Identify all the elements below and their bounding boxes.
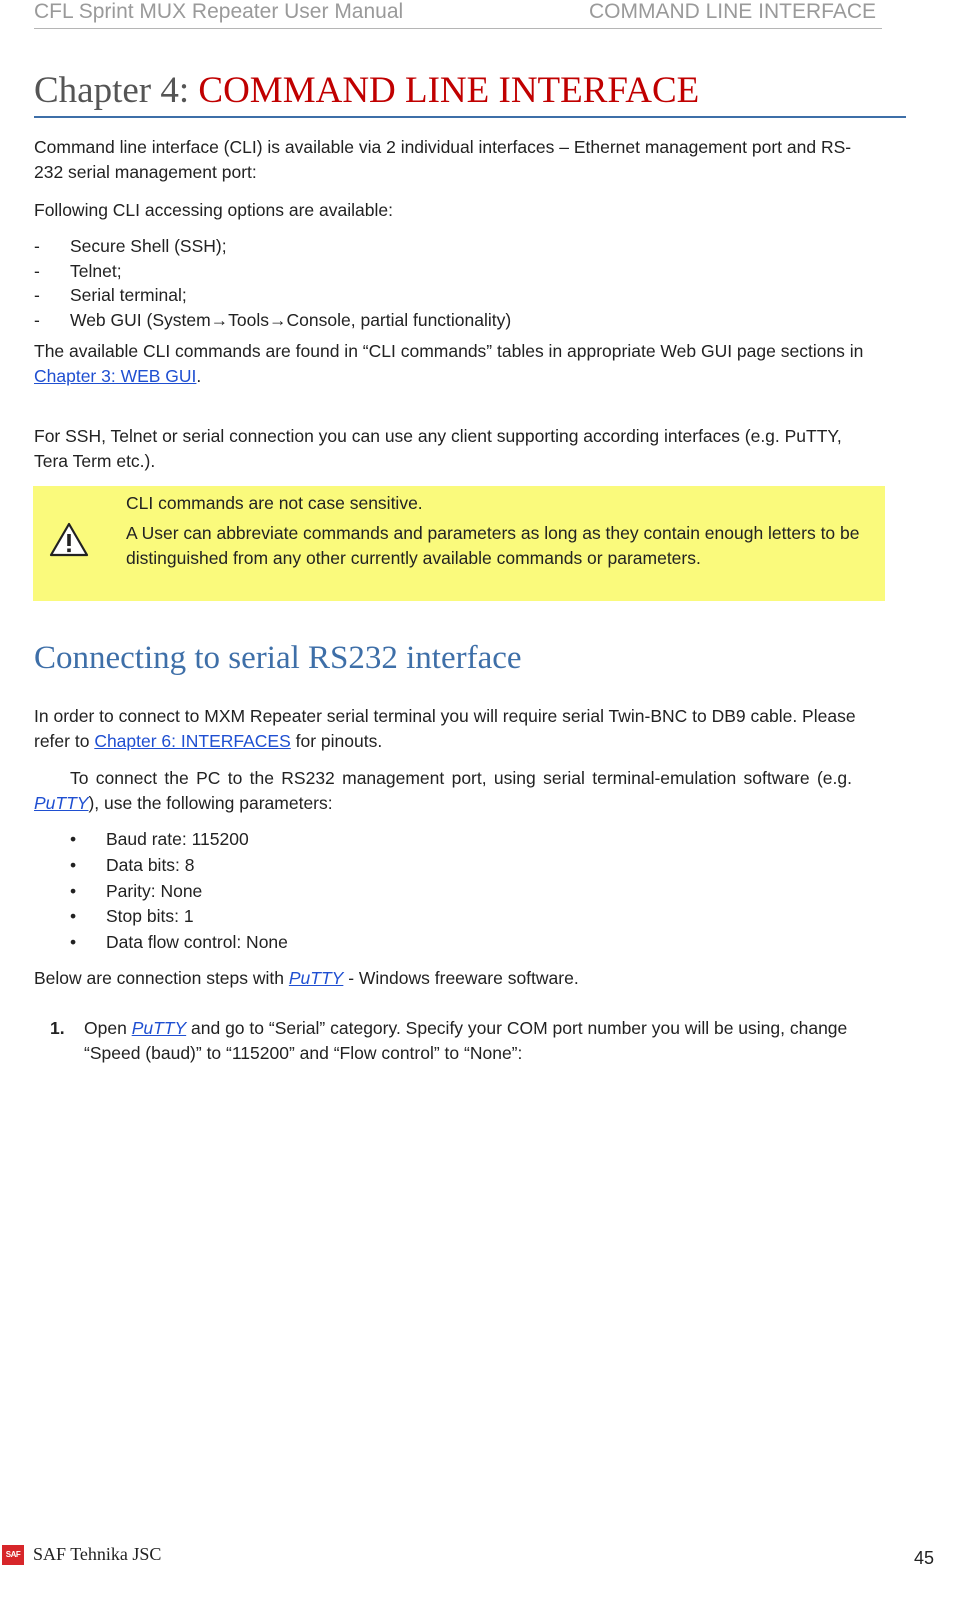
company-name: SAF Tehnika JSC (33, 1544, 162, 1564)
list-item: - Telnet; (34, 260, 122, 281)
list-item: • Parity: None (70, 880, 203, 901)
list-item: • Stop bits: 1 (70, 906, 194, 927)
connect-paragraph: To connect the PC to the RS232 management port, using serial terminal-emulation software (e.g. PuTTY), use the following parameters: (34, 768, 852, 813)
page-footer (0, 1540, 954, 1580)
list-item: • Baud rate: 115200 (70, 829, 249, 849)
intro-paragraph: Command line interface (CLI) is available via 2 individual interfaces – Ethernet management port and RS-232 serial management port: (34, 137, 852, 182)
list-item: - Secure Shell (SSH); (34, 236, 227, 256)
chapter-prefix: Chapter 4: (34, 70, 199, 111)
list-item: - Web GUI (System→Tools→Console, partial functionality) (34, 310, 512, 331)
header-chapter-name: COMMAND LINE INTERFACE (588, 0, 876, 23)
steps-lead: Below are connection steps with PuTTY - Windows freeware software. (34, 968, 579, 988)
cli-commands-paragraph: The available CLI commands are found in “CLI commands” tables in appropriate Web GUI page sections in Chapter 3: WEB GUI. (34, 341, 864, 386)
options-lead: Following CLI accessing options are available: (34, 200, 393, 220)
cable-paragraph: In order to connect to MXM Repeater serial terminal you will require serial Twin-BNC to DB9 cable. Please refer to Chapter 6: INTERFACES for pinouts. (34, 706, 856, 751)
step-text: Open PuTTY and go to “Serial” category. Specify your COM port number you will be using, change “Speed (baud)” to “115200” and “Flow control” to “None”: (84, 1018, 848, 1063)
chapter-title (34, 70, 906, 118)
section-title: Connecting to serial RS232 interface (34, 640, 522, 676)
chapter-6-interfaces-link[interactable]: Chapter 6: INTERFACES (94, 731, 291, 751)
note-line-1: CLI commands are not case sensitive. (126, 493, 423, 513)
warning-icon (49, 522, 89, 558)
chapter-name: COMMAND LINE INTERFACE (198, 70, 700, 111)
list-item: • Data flow control: None (70, 932, 288, 953)
saf-logo: SAF (2, 1545, 24, 1565)
note-line-2: A User can abbreviate commands and parameters as long as they contain enough letters to be distinguished from any other currently available commands or parameters. (126, 523, 860, 568)
putty-link[interactable]: PuTTY (131, 1018, 187, 1038)
cli-access-options (34, 234, 834, 333)
chapter-3-web-gui-link[interactable]: Chapter 3: WEB GUI (34, 366, 197, 386)
putty-link[interactable]: PuTTY (34, 793, 89, 813)
serial-parameters-list (34, 827, 288, 956)
client-paragraph: For SSH, Telnet or serial connection you can use any client supporting according interfaces (e.g. PuTTY, Tera Term etc.). (34, 426, 842, 471)
list-item: - Serial terminal; (34, 285, 187, 306)
page-number: 45 (913, 1548, 934, 1568)
list-item: • Data bits: 8 (70, 854, 195, 875)
note-box (33, 486, 885, 601)
step-number: 1. (50, 1018, 65, 1038)
header-manual-title: CFL Sprint MUX Repeater User Manual (34, 0, 404, 23)
running-header (34, 0, 882, 29)
putty-link[interactable]: PuTTY (288, 968, 344, 988)
